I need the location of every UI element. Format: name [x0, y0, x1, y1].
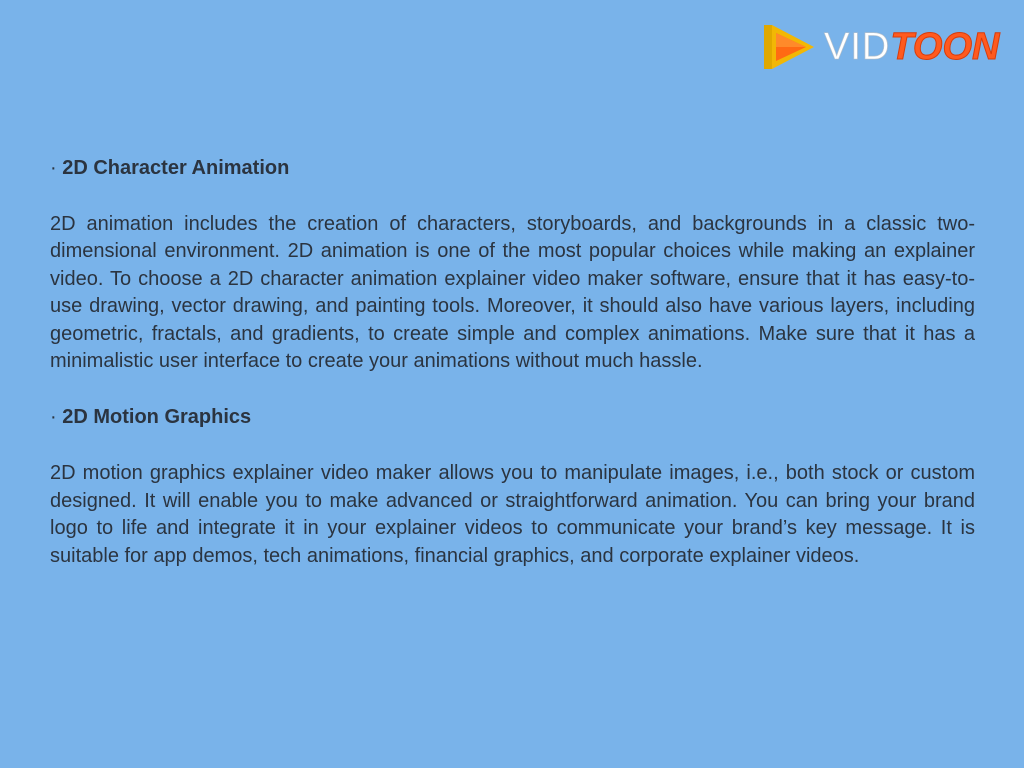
logo-wordmark: [824, 28, 999, 66]
play-icon: [762, 22, 818, 72]
section-heading-character-animation: [50, 155, 975, 182]
heading-text: 2D Motion Graphics: [62, 406, 252, 429]
section-heading-motion-graphics: [50, 404, 975, 431]
bullet-marker: ·: [50, 157, 57, 179]
bullet-marker: ·: [50, 406, 57, 429]
logo-text-vid: VID: [824, 26, 891, 68]
main-content: [50, 155, 975, 599]
section-body-motion-graphics: 2D motion graphics explainer video maker allows you to manipulate images, i.e., both stock or custom designed. It will enable you to make advanced or straightforward animation. You can bring your brand logo to life and integrate it in your explainer videos to communicate your brand’s key message. It is suitable for app demos, tech animations, financial graphics, and corporate explainer videos.: [50, 462, 975, 567]
section-body-character-animation: 2D animation includes the creation of characters, storyboards, and backgrounds in a classic two-dimensional environment. 2D animation is one of the most popular choices while making an explainer video. To choose a 2D character animation explainer video maker software, ensure that it has easy-to-use drawing, vector drawing, and painting tools. Moreover, it should also have various layers, including geometric, fractals, and gradients, to create simple and complex animations. Make sure that it has a minimalistic user interface to create your animations without much hassle.: [50, 213, 975, 373]
logo-text-toon: TOON: [890, 26, 1000, 68]
heading-text: 2D Character Animation: [62, 157, 290, 179]
vidtoon-logo: [762, 22, 999, 72]
